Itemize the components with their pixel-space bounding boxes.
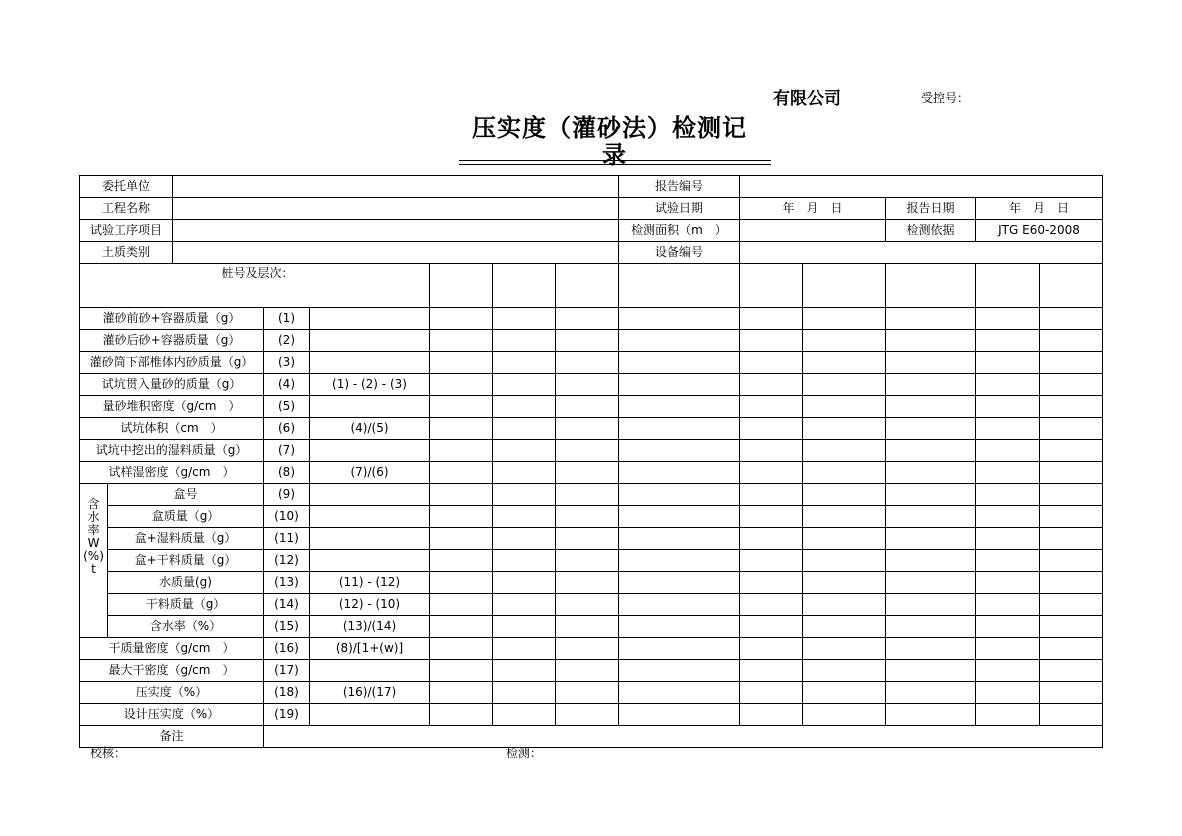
data-cell[interactable]: [556, 550, 619, 572]
data-cell[interactable]: [976, 528, 1040, 550]
table-row: [80, 352, 1103, 374]
data-cell[interactable]: [619, 352, 740, 374]
client-label: 委托单位: [80, 176, 173, 198]
row-formula: [310, 704, 430, 726]
data-cell[interactable]: [1040, 396, 1103, 418]
row-formula: (4)/(5): [310, 418, 430, 440]
table-row: [80, 638, 1103, 660]
data-cell[interactable]: [740, 550, 803, 572]
row-label: 灌砂前砂+容器质量（g）: [80, 308, 264, 330]
data-cell[interactable]: [803, 594, 886, 616]
data-cell[interactable]: [493, 264, 556, 308]
data-cell[interactable]: [803, 572, 886, 594]
moisture-group-label: [80, 484, 108, 638]
data-cell[interactable]: [556, 418, 619, 440]
data-cell[interactable]: [803, 396, 886, 418]
data-cell[interactable]: [976, 660, 1040, 682]
test-process-value[interactable]: [173, 220, 619, 242]
row-formula: [310, 484, 430, 506]
data-cell[interactable]: [976, 484, 1040, 506]
equipment-number-label: 设备编号: [619, 242, 740, 264]
data-cell[interactable]: [619, 704, 740, 726]
data-cell[interactable]: [976, 682, 1040, 704]
data-cell[interactable]: [619, 638, 740, 660]
report-number-value[interactable]: [740, 176, 1103, 198]
document-title-line2: 录: [602, 141, 626, 169]
data-cell[interactable]: [976, 352, 1040, 374]
data-cell[interactable]: [556, 506, 619, 528]
data-cell[interactable]: [976, 638, 1040, 660]
table-row: [80, 374, 1103, 396]
data-cell[interactable]: [493, 682, 556, 704]
row-formula: [310, 506, 430, 528]
data-cell[interactable]: [430, 572, 493, 594]
row-label: 试坑贯入量砂的质量（g）: [80, 374, 264, 396]
test-area-value[interactable]: [740, 220, 886, 242]
data-cell[interactable]: [1040, 704, 1103, 726]
data-cell[interactable]: [619, 330, 740, 352]
station-layer-label: 桩号及层次：: [80, 264, 430, 308]
table-row: [80, 528, 1103, 550]
data-cell[interactable]: [556, 462, 619, 484]
data-cell[interactable]: [803, 528, 886, 550]
data-cell[interactable]: [619, 396, 740, 418]
equipment-number-value[interactable]: [740, 242, 1103, 264]
data-cell[interactable]: [493, 352, 556, 374]
data-cell[interactable]: [740, 616, 803, 638]
table-row: [80, 396, 1103, 418]
soil-type-value[interactable]: [173, 242, 619, 264]
data-cell[interactable]: [430, 308, 493, 330]
data-cell[interactable]: [886, 374, 976, 396]
data-cell[interactable]: [619, 440, 740, 462]
table-row: [80, 462, 1103, 484]
data-cell[interactable]: [740, 682, 803, 704]
data-cell[interactable]: [740, 506, 803, 528]
row-label: 灌砂后砂+容器质量（g）: [80, 330, 264, 352]
data-cell[interactable]: [803, 352, 886, 374]
data-cell[interactable]: [976, 704, 1040, 726]
data-cell[interactable]: [493, 308, 556, 330]
data-cell[interactable]: [493, 396, 556, 418]
moisture-group-char: t: [91, 562, 96, 576]
data-cell[interactable]: [886, 682, 976, 704]
data-cell[interactable]: [740, 440, 803, 462]
remarks-row: [80, 726, 1103, 748]
data-cell[interactable]: [1040, 550, 1103, 572]
data-cell[interactable]: [493, 572, 556, 594]
data-cell[interactable]: [976, 462, 1040, 484]
data-cell[interactable]: [619, 484, 740, 506]
data-cell[interactable]: [430, 616, 493, 638]
row-label: 试坑体积（cm ）: [80, 418, 264, 440]
data-cell[interactable]: [430, 660, 493, 682]
data-cell[interactable]: [886, 484, 976, 506]
data-cell[interactable]: [976, 550, 1040, 572]
moisture-group-char: (%): [83, 549, 104, 563]
moisture-group-char: W: [87, 536, 100, 550]
data-cell[interactable]: [740, 660, 803, 682]
data-cell[interactable]: [886, 418, 976, 440]
row-label: 干质量密度（g/cm ）: [80, 638, 264, 660]
data-cell[interactable]: [740, 528, 803, 550]
data-cell[interactable]: [1040, 308, 1103, 330]
data-cell[interactable]: [886, 594, 976, 616]
data-cell[interactable]: [430, 484, 493, 506]
data-cell[interactable]: [740, 638, 803, 660]
data-cell[interactable]: [1040, 572, 1103, 594]
row-number: (18): [264, 682, 310, 704]
data-cell[interactable]: [619, 418, 740, 440]
data-cell[interactable]: [740, 330, 803, 352]
test-area-label: 检测面积（m ）: [619, 220, 740, 242]
data-cell[interactable]: [1040, 418, 1103, 440]
company-name: 有限公司: [773, 89, 841, 109]
compaction-record-table: [79, 175, 1103, 748]
row-number: (16): [264, 638, 310, 660]
data-cell[interactable]: [556, 638, 619, 660]
data-cell[interactable]: [430, 264, 493, 308]
data-cell[interactable]: [803, 308, 886, 330]
row-number: (19): [264, 704, 310, 726]
data-cell[interactable]: [556, 594, 619, 616]
title-underline-top: [459, 160, 771, 161]
data-cell[interactable]: [556, 352, 619, 374]
data-cell[interactable]: [493, 484, 556, 506]
data-cell[interactable]: [1040, 638, 1103, 660]
data-cell[interactable]: [1040, 616, 1103, 638]
row-label: 最大干密度（g/cm ）: [80, 660, 264, 682]
data-cell[interactable]: [1040, 330, 1103, 352]
table-row: [80, 550, 1103, 572]
row-number: (13): [264, 572, 310, 594]
table-row: [80, 308, 1103, 330]
data-cell[interactable]: [976, 572, 1040, 594]
data-cell[interactable]: [430, 418, 493, 440]
data-cell[interactable]: [619, 682, 740, 704]
table-row: [80, 616, 1103, 638]
report-number-label: 报告编号: [619, 176, 740, 198]
test-process-label: 试验工序项目: [80, 220, 173, 242]
row-label: 盒质量（g）: [108, 506, 264, 528]
row-formula: [310, 528, 430, 550]
data-cell[interactable]: [619, 264, 740, 308]
row-formula: (11) - (12): [310, 572, 430, 594]
row-number: (4): [264, 374, 310, 396]
data-cell[interactable]: [803, 264, 886, 308]
data-cell[interactable]: [976, 374, 1040, 396]
data-cell[interactable]: [556, 528, 619, 550]
row-number: (15): [264, 616, 310, 638]
data-cell[interactable]: [493, 418, 556, 440]
test-basis-value: JTG E60-2008: [976, 220, 1103, 242]
data-cell[interactable]: [430, 638, 493, 660]
project-label: 工程名称: [80, 198, 173, 220]
data-cell[interactable]: [430, 528, 493, 550]
data-cell[interactable]: [886, 638, 976, 660]
data-cell[interactable]: [976, 506, 1040, 528]
data-cell[interactable]: [740, 418, 803, 440]
data-cell[interactable]: [976, 396, 1040, 418]
data-cell[interactable]: [1040, 594, 1103, 616]
data-cell[interactable]: [740, 484, 803, 506]
data-cell[interactable]: [803, 682, 886, 704]
data-cell[interactable]: [740, 704, 803, 726]
data-cell[interactable]: [556, 374, 619, 396]
data-cell[interactable]: [493, 330, 556, 352]
data-cell[interactable]: [886, 396, 976, 418]
data-cell[interactable]: [556, 704, 619, 726]
data-cell[interactable]: [1040, 352, 1103, 374]
row-formula: (8)/[1+(w)]: [310, 638, 430, 660]
data-cell[interactable]: [886, 616, 976, 638]
data-cell[interactable]: [430, 374, 493, 396]
row-number: (7): [264, 440, 310, 462]
data-cell[interactable]: [493, 528, 556, 550]
data-cell[interactable]: [619, 616, 740, 638]
table-row: [80, 330, 1103, 352]
row-label: 含水率（%）: [108, 616, 264, 638]
data-cell[interactable]: [493, 616, 556, 638]
row-number: (17): [264, 660, 310, 682]
data-cell[interactable]: [1040, 264, 1103, 308]
data-cell[interactable]: [619, 462, 740, 484]
data-cell[interactable]: [886, 704, 976, 726]
remarks-value[interactable]: [264, 726, 1103, 748]
data-cell[interactable]: [886, 572, 976, 594]
data-cell[interactable]: [1040, 484, 1103, 506]
moisture-group-char: 水: [87, 510, 100, 524]
data-cell[interactable]: [556, 264, 619, 308]
table-row: [80, 418, 1103, 440]
data-cell[interactable]: [803, 616, 886, 638]
data-cell[interactable]: [803, 704, 886, 726]
title-underline-bottom: [459, 164, 771, 165]
row-number: (12): [264, 550, 310, 572]
data-cell[interactable]: [740, 396, 803, 418]
data-cell[interactable]: [619, 308, 740, 330]
row-label: 水质量(g): [108, 572, 264, 594]
test-basis-label: 检测依据: [886, 220, 976, 242]
data-cell[interactable]: [740, 572, 803, 594]
row-number: (10): [264, 506, 310, 528]
data-cell[interactable]: [493, 594, 556, 616]
data-cell[interactable]: [886, 550, 976, 572]
data-cell[interactable]: [619, 374, 740, 396]
data-cell[interactable]: [976, 264, 1040, 308]
data-cell[interactable]: [740, 352, 803, 374]
data-cell[interactable]: [1040, 506, 1103, 528]
data-cell[interactable]: [493, 550, 556, 572]
data-cell[interactable]: [556, 396, 619, 418]
table-row: [80, 572, 1103, 594]
row-number: (2): [264, 330, 310, 352]
data-cell[interactable]: [430, 704, 493, 726]
data-cell[interactable]: [556, 308, 619, 330]
data-cell[interactable]: [740, 462, 803, 484]
row-formula: (13)/(14): [310, 616, 430, 638]
data-cell[interactable]: [803, 374, 886, 396]
row-number: (3): [264, 352, 310, 374]
row-number: (8): [264, 462, 310, 484]
row-formula: [310, 440, 430, 462]
data-cell[interactable]: [493, 462, 556, 484]
data-cell[interactable]: [556, 484, 619, 506]
row-number: (1): [264, 308, 310, 330]
data-cell[interactable]: [886, 506, 976, 528]
table-row: [80, 682, 1103, 704]
report-date-value[interactable]: 年 月 日: [976, 198, 1103, 220]
data-cell[interactable]: [556, 682, 619, 704]
data-cell[interactable]: [556, 660, 619, 682]
data-cell[interactable]: [556, 572, 619, 594]
data-cell[interactable]: [976, 594, 1040, 616]
data-cell[interactable]: [740, 374, 803, 396]
row-label: 干料质量（g）: [108, 594, 264, 616]
data-cell[interactable]: [976, 418, 1040, 440]
row-label: 盒+湿料质量（g）: [108, 528, 264, 550]
data-cell[interactable]: [886, 440, 976, 462]
row-number: (9): [264, 484, 310, 506]
data-cell[interactable]: [976, 616, 1040, 638]
table-row: [80, 484, 1103, 506]
data-cell[interactable]: [430, 330, 493, 352]
data-cell[interactable]: [430, 506, 493, 528]
data-cell[interactable]: [886, 308, 976, 330]
data-cell[interactable]: [740, 264, 803, 308]
row-label: 盒+干料质量（g）: [108, 550, 264, 572]
data-cell[interactable]: [493, 506, 556, 528]
row-formula: [310, 330, 430, 352]
row-label: 灌砂筒下部椎体内砂质量（g）: [80, 352, 264, 374]
row-formula: (1) - (2) - (3): [310, 374, 430, 396]
data-cell[interactable]: [619, 594, 740, 616]
data-cell[interactable]: [1040, 462, 1103, 484]
data-cell[interactable]: [803, 484, 886, 506]
data-cell[interactable]: [976, 440, 1040, 462]
test-date-value[interactable]: 年 月 日: [740, 198, 886, 220]
project-value[interactable]: [173, 198, 619, 220]
control-number-label: 受控号：: [921, 91, 970, 105]
data-cell[interactable]: [976, 308, 1040, 330]
data-cell[interactable]: [1040, 528, 1103, 550]
data-cell[interactable]: [556, 440, 619, 462]
table-row: [80, 660, 1103, 682]
data-cell[interactable]: [803, 638, 886, 660]
row-label: 试样湿密度（g/cm ）: [80, 462, 264, 484]
data-cell[interactable]: [886, 352, 976, 374]
test-date-label: 试验日期: [619, 198, 740, 220]
data-cell[interactable]: [430, 682, 493, 704]
data-cell[interactable]: [1040, 374, 1103, 396]
data-cell[interactable]: [1040, 660, 1103, 682]
table-row: [80, 704, 1103, 726]
table-row: [80, 440, 1103, 462]
soil-type-label: 土质类别: [80, 242, 173, 264]
row-number: (5): [264, 396, 310, 418]
data-cell[interactable]: [430, 550, 493, 572]
data-cell[interactable]: [803, 660, 886, 682]
data-cell[interactable]: [430, 352, 493, 374]
row-formula: (7)/(6): [310, 462, 430, 484]
data-cell[interactable]: [740, 308, 803, 330]
tester-label: 检测：: [506, 746, 543, 760]
data-cell[interactable]: [803, 440, 886, 462]
data-cell[interactable]: [430, 440, 493, 462]
data-cell[interactable]: [803, 462, 886, 484]
data-cell[interactable]: [1040, 440, 1103, 462]
report-date-label: 报告日期: [886, 198, 976, 220]
data-cell[interactable]: [803, 550, 886, 572]
row-number: (6): [264, 418, 310, 440]
row-number: (11): [264, 528, 310, 550]
row-label: 压实度（%）: [80, 682, 264, 704]
data-cell[interactable]: [1040, 682, 1103, 704]
document-title-line1: 压实度（灌砂法）检测记: [472, 114, 747, 142]
reviewer-label: 校核：: [90, 746, 127, 760]
data-cell[interactable]: [619, 660, 740, 682]
data-cell[interactable]: [430, 594, 493, 616]
table-row: [80, 506, 1103, 528]
row-formula: [310, 308, 430, 330]
data-cell[interactable]: [886, 660, 976, 682]
row-formula: [310, 660, 430, 682]
table-row: [80, 594, 1103, 616]
data-cell[interactable]: [886, 330, 976, 352]
data-cell[interactable]: [619, 572, 740, 594]
data-cell[interactable]: [886, 462, 976, 484]
row-label: 试坑中挖出的湿料质量（g）: [80, 440, 264, 462]
row-label: 设计压实度（%）: [80, 704, 264, 726]
data-cell[interactable]: [430, 396, 493, 418]
data-cell[interactable]: [619, 506, 740, 528]
client-value[interactable]: [173, 176, 619, 198]
data-cell[interactable]: [803, 418, 886, 440]
data-cell[interactable]: [430, 462, 493, 484]
row-formula: [310, 550, 430, 572]
moisture-group-char: 率: [87, 523, 100, 537]
data-cell[interactable]: [556, 616, 619, 638]
data-cell[interactable]: [493, 704, 556, 726]
data-cell[interactable]: [619, 550, 740, 572]
data-cell[interactable]: [556, 330, 619, 352]
data-cell[interactable]: [493, 638, 556, 660]
row-label: 量砂堆积密度（g/cm ）: [80, 396, 264, 418]
row-number: (14): [264, 594, 310, 616]
remarks-label: 备注: [80, 726, 264, 748]
row-formula: [310, 352, 430, 374]
row-label: 盒号: [108, 484, 264, 506]
row-formula: (16)/(17): [310, 682, 430, 704]
data-cell[interactable]: [976, 330, 1040, 352]
data-cell[interactable]: [493, 660, 556, 682]
data-cell[interactable]: [803, 506, 886, 528]
data-cell[interactable]: [493, 374, 556, 396]
moisture-group-char: 含: [87, 497, 100, 511]
data-cell[interactable]: [886, 264, 976, 308]
data-cell[interactable]: [803, 330, 886, 352]
row-formula: (12) - (10): [310, 594, 430, 616]
data-cell[interactable]: [740, 594, 803, 616]
data-cell[interactable]: [619, 528, 740, 550]
data-cell[interactable]: [493, 440, 556, 462]
row-formula: [310, 396, 430, 418]
data-cell[interactable]: [886, 528, 976, 550]
